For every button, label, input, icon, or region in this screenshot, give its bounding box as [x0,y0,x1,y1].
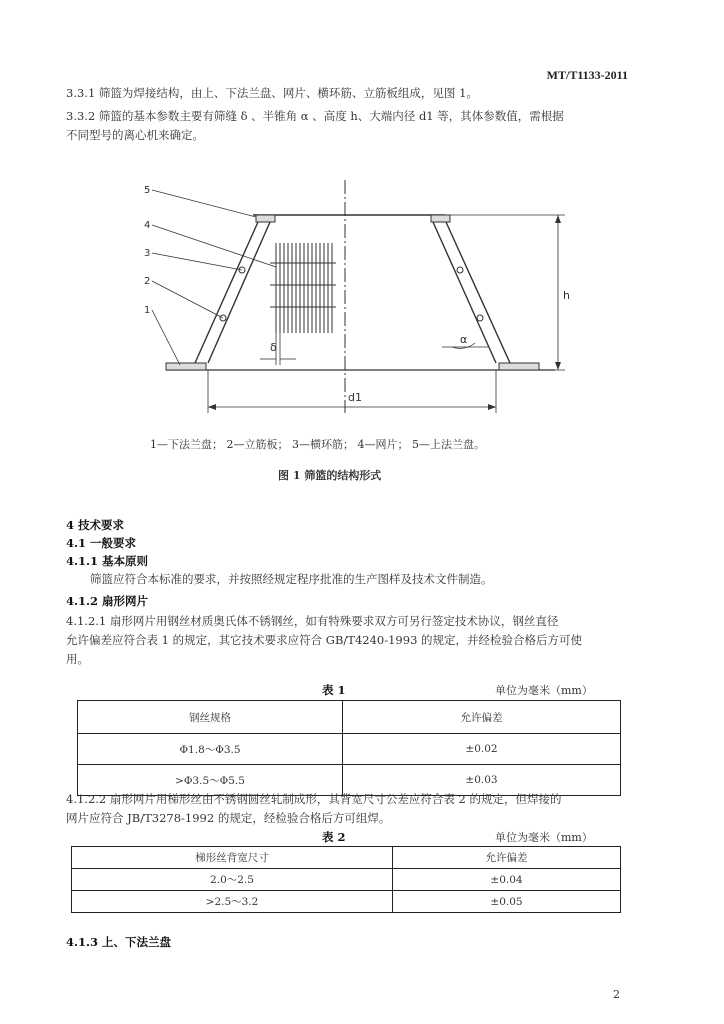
table-row [78,701,621,734]
left-wall-inner [208,222,270,363]
table-1 [77,700,621,796]
clause-4-1-2-2-line1: 4.1.2.2 扇形网片用梯形丝由不锈钢圆丝轧制成形，其背宽尺寸公差应符合表 2 的规定，但焊接的 [66,792,562,806]
ring-rib-right-lower [477,315,483,321]
table-header-cell: 钢丝规格 [78,701,343,734]
ring-rib-right-upper [457,267,463,273]
dimension-delta-label: δ [270,341,277,354]
table-row [72,891,621,913]
section-4-1-3-heading: 4.1.3 上、下法兰盘 [66,935,172,949]
clause-4-1-2-1-line1: 4.1.2.1 扇形网片用钢丝材质奥氏体不锈钢丝，如有特殊要求双方可另行签定技术协议，钢丝直径 [66,614,559,628]
dimension-d1-label: d1 [348,391,362,404]
angle-alpha-label: α [460,333,468,346]
table-header-cell: 允许偏差 [393,847,621,869]
clause-4-1-2-1-line3: 用。 [66,652,89,666]
top-flange-right [431,215,450,222]
table-2 [71,846,621,913]
bottom-flange-left [166,363,206,370]
table-2-unit: 单位为毫米（mm） [495,831,593,844]
part-number-2: 2 [144,276,151,287]
section-4-1-heading: 4.1 一般要求 [66,536,137,550]
table-cell: ±0.02 [343,734,621,765]
section-4-heading: 4 技术要求 [66,518,125,532]
table-row [72,847,621,869]
bottom-flange-right [499,363,539,370]
clause-3-3-2-line1: 3.3.2 筛篮的基本参数主要有筛缝 δ 、半锥角 α 、高度 h、大端内径 d1 等，其体参数值，需根据 [66,109,564,123]
clause-3-3-2-line2: 不同型号的离心机来确定。 [66,128,204,142]
table-cell: Φ1.8～Φ3.5 [78,734,343,765]
table-cell: ±0.04 [393,869,621,891]
section-4-1-1-heading: 4.1.1 基本原则 [66,554,149,568]
table-header-cell: 梯形丝背宽尺寸 [72,847,393,869]
table-row [78,734,621,765]
table-1-title: 表 1 [322,683,346,697]
part-number-4: 4 [144,220,151,231]
figure-caption: 图 1 筛篮的结构形式 [278,469,382,482]
table-row [72,869,621,891]
table-cell: 2.0～2.5 [72,869,393,891]
part-number-5: 5 [144,185,151,196]
page-number: 2 [613,988,620,1001]
right-wall-outer [446,222,510,363]
part-number-1: 1 [144,305,151,316]
table-2-title: 表 2 [322,830,346,844]
clause-4-1-2-1-line2: 允许偏差应符合表 1 的规定，其它技术要求应符合 GB/T4240-1993 的规定，并经检验合格后方可使 [66,633,583,647]
table-1-unit: 单位为毫米（mm） [495,684,593,697]
clause-4-1-2-2-line2: 网片应符合 JB/T3278-1992 的规定，经检验合格后方可组焊。 [66,811,391,825]
mesh-panel [270,243,336,333]
section-4-1-1-text: 筛篮应符合本标准的要求，并按照经规定程序批准的生产图样及技术文件制造。 [90,572,493,586]
figure-1-screen-basket-drawing [120,175,580,420]
table-cell: ±0.03 [343,765,621,796]
top-flange-left [256,215,275,222]
dimension-h-label: h [563,289,570,302]
table-cell: ±0.05 [393,891,621,913]
clause-3-3-1: 3.3.1 筛篮为焊接结构，由上、下法兰盘、网片、横环筋、立筋板组成，见图 1。 [66,86,478,100]
table-header-cell: 允许偏差 [343,701,621,734]
figure-legend: 1—下法兰盘； 2—立筋板； 3—横环筋； 4—网片； 5—上法兰盘。 [150,438,485,451]
table-cell: >2.5～3.2 [72,891,393,913]
section-4-1-2-heading: 4.1.2 扇形网片 [66,594,149,608]
table-cell: >Φ3.5～Φ5.5 [78,765,343,796]
standard-number: MT/T1133-2011 [546,68,628,82]
part-number-3: 3 [144,248,151,259]
